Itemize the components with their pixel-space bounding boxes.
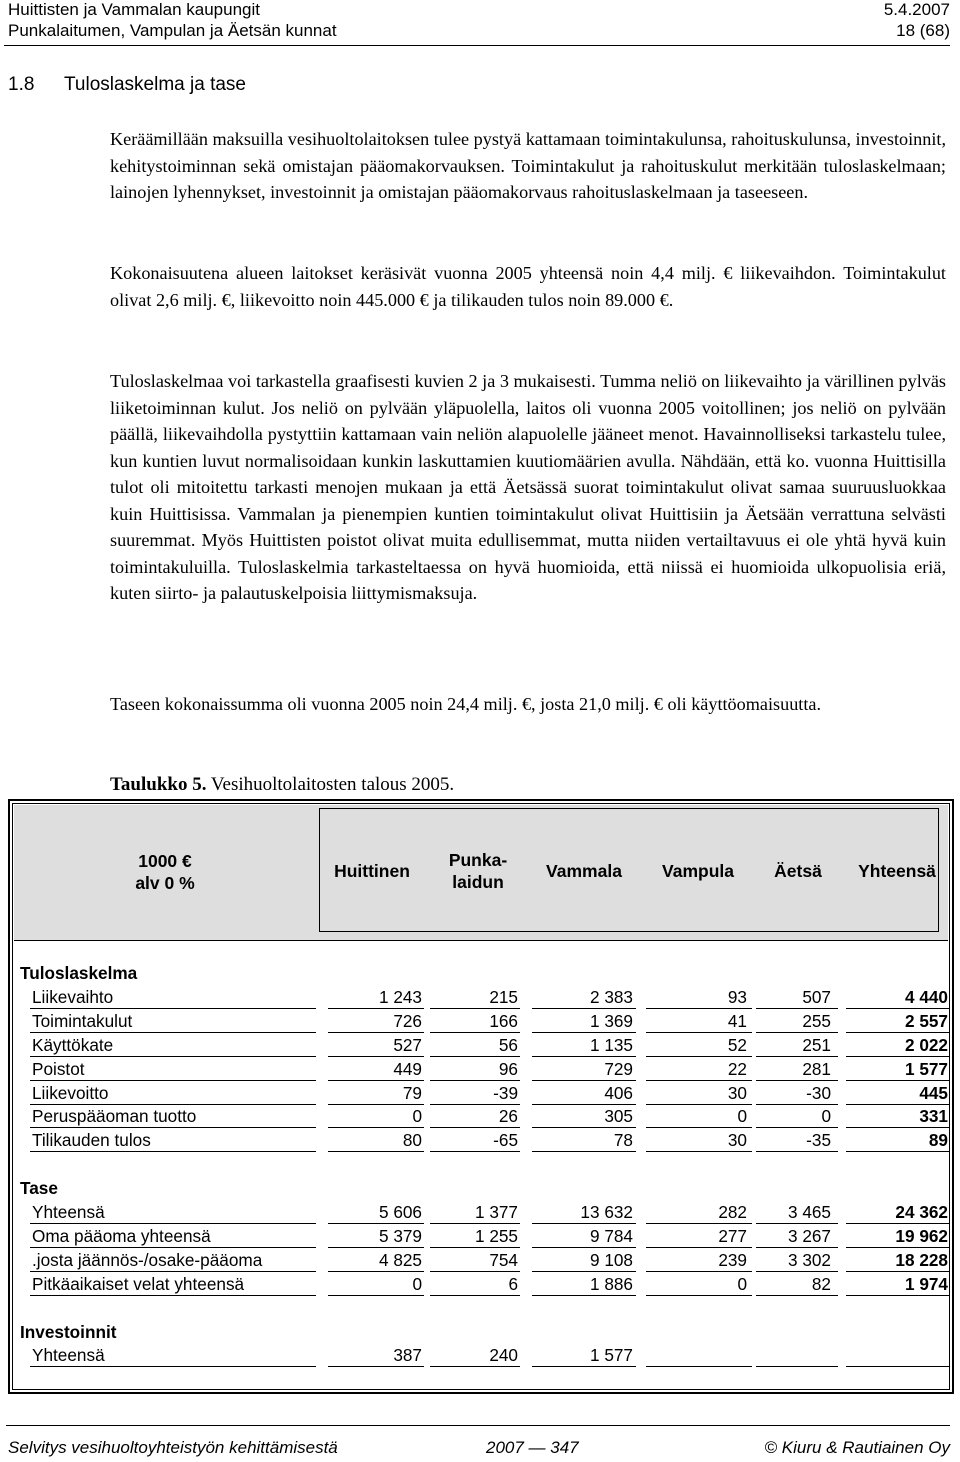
total-cell: 331 [919,1106,948,1127]
value-cell: 507 [802,986,831,1007]
page-header-line2 [8,21,950,41]
value-cell: -35 [806,1130,831,1151]
footer-left [8,1438,338,1458]
table-row [10,985,952,1009]
value-cell: 82 [811,1273,831,1294]
value-cell: 3 267 [787,1225,831,1246]
value-cell: 1 243 [378,986,422,1007]
row-label: Pitkäaikaiset velat yhteensä [32,1273,245,1294]
cell-underline [646,1295,752,1296]
cell-underline [430,1366,520,1367]
section-title: Tuloslaskelma [20,963,138,983]
table-caption-text: Vesihuoltolaitosten talous 2005. [206,774,455,795]
row-label: Toimintakulut [32,1010,133,1031]
value-cell: 41 [727,1010,747,1031]
value-cell: 387 [393,1345,422,1366]
column-header-punkalaidun-line2: laidun [452,872,504,892]
cell-underline [646,1151,752,1152]
value-cell: 305 [604,1106,633,1127]
value-cell: 5 379 [378,1225,422,1246]
cell-underline [846,1151,950,1152]
table-header-divider [14,940,948,941]
value-cell: 277 [718,1225,747,1246]
value-cell: 1 377 [474,1202,518,1222]
column-header-vammala: Vammala [546,861,622,881]
total-cell: 1 577 [904,1058,948,1079]
footer-report-number: 2007 — 347 [486,1438,579,1457]
table-row [10,1009,952,1033]
table-section-row [10,1320,952,1344]
value-cell: 754 [489,1249,518,1270]
total-cell: 19 962 [895,1225,948,1246]
section-title: Tase [20,1178,58,1199]
value-cell: 26 [498,1106,518,1127]
value-cell: 215 [489,986,518,1007]
cell-underline [756,1366,838,1367]
cell-underline [756,1295,838,1296]
table-row [10,1272,952,1296]
value-cell: 527 [393,1034,422,1055]
cell-underline [846,1295,950,1296]
cell-underline [646,1366,752,1367]
page-header-line1 [8,0,950,20]
value-cell: 729 [604,1058,633,1079]
row-label: Käyttökate [32,1034,114,1055]
value-cell: 0 [412,1106,422,1127]
value-cell: 240 [489,1345,518,1366]
table-row [10,1200,952,1224]
table-row [10,1224,952,1248]
value-cell: 1 369 [589,1010,633,1031]
footer-middle [486,1438,579,1458]
table-section-row [10,961,952,985]
value-cell: 406 [604,1082,633,1103]
footer-divider [6,1425,950,1426]
value-cell: 0 [737,1273,747,1294]
value-cell: 6 [508,1273,518,1294]
header-date: 5.4.2007 [883,0,950,19]
cell-underline [532,1151,636,1152]
body-paragraph: Keräämillään maksuilla vesihuoltolaitoksen tulee pystyä kattamaan toimintakulunsa, rahoituskulunsa, investoinnit, kehitystoiminnan sekä omistajan pääomakorvauksen. Toimintakulut ja rahoituskulut merkitään tuloslaskelmaan; lainojen lyhennykset, investoinnit ja omistajan pääomakorvaus rahoituslaskelmaan ja taseeseen. [110,129,946,202]
footer-report-title: Selvitys vesihuoltoyhteistyön kehittämisestä [8,1438,338,1457]
value-cell: 2 383 [589,986,633,1007]
value-cell: 449 [393,1058,422,1079]
row-label: Liikevaihto [32,986,114,1007]
value-cell: 30 [727,1130,747,1151]
cell-underline [430,1295,520,1296]
value-cell: 96 [498,1058,518,1079]
value-cell: 251 [802,1034,831,1055]
value-cell: 1 255 [474,1225,518,1246]
row-label: Poistot [32,1058,85,1079]
row-label: Yhteensä [32,1345,105,1366]
total-cell: 2 557 [904,1010,948,1031]
table-row [10,1343,952,1367]
table-row [10,1081,952,1105]
body-paragraph: Tuloslaskelmaa voi tarkastella graafisesti kuvien 2 ja 3 mukaisesti. Tumma neliö on liikevaihto ja värillinen pylväs liiketoiminnan kulut. Jos neliö on pylvään yläpuolella, laitos oli vuonna 2005 voitollinen; jos neliö on pylvään päällä, liikevaihdolla pystyttiin kattamaan vain neliön alapuolelle jääneet menot. Havainnolliseksi tarkastelu tulee, kun kuntien luvut normalisoidaan kunkin laskuttamien kuutiomäärien avulla. Nähdään, että ko. vuonna Huittisilla tulot oli mitoitettu tarkasti menojen mukaan ja että Äetsässä suorat toimintakulut olivat samaa suuruusluokkaa kuin Huittisissa. Vammalan ja pienempien kuntien toimintakulut olivat Huittisiin ja Äetsään verrattuna selvästi suuremmat. Myös Huittisten poistot olivat muita edullisemmat, mutta niiden vertailtavuus ei ole yhtä hyvä kuin toimintakuluilla. Tuloslaskelmia tarkasteltaessa on hyvä huomioida, että niissä ei huomioida ulkopuolisia eriä, kuten siirto- ja palautuskelpoisia liittymismaksuja. [110,371,946,603]
value-cell: 13 632 [580,1202,633,1222]
value-cell: 80 [402,1130,422,1151]
total-cell: 4 440 [904,986,948,1007]
value-cell: -30 [806,1082,831,1103]
row-underline [30,1151,316,1152]
row-label: Yhteensä [32,1202,105,1222]
value-cell: 282 [718,1202,747,1222]
column-header-unit [110,850,220,894]
total-cell: 89 [928,1130,948,1151]
table-row [10,1128,952,1152]
table-caption-label: Taulukko 5. [110,774,207,795]
row-underline [30,1295,316,1296]
total-cell: 24 362 [895,1202,948,1222]
cell-underline [328,1295,424,1296]
unit-label: 1000 € [138,851,192,871]
section-title: Investoinnit [20,1321,117,1342]
cell-underline [756,1151,838,1152]
column-header-punkalaidun [430,849,526,893]
section-title-text: Tuloslaskelma ja tase [64,74,246,95]
finance-table [8,799,954,1394]
row-label: Peruspääoman tuotto [32,1106,197,1127]
cell-underline [328,1366,424,1367]
table-row [10,1033,952,1057]
footer-right [765,1438,950,1458]
value-cell: 93 [727,986,747,1007]
row-underline [30,1366,316,1367]
table-row [10,1104,952,1128]
table-row [10,1248,952,1272]
row-label: Liikevoitto [32,1082,109,1103]
value-cell: 30 [727,1082,747,1103]
value-cell: 166 [489,1010,518,1031]
value-cell: 3 302 [787,1249,831,1270]
total-cell: 18 228 [895,1249,948,1270]
value-cell: -65 [493,1130,518,1151]
total-cell: 2 022 [904,1034,948,1055]
value-cell: 9 784 [589,1225,633,1246]
value-cell: 255 [802,1010,831,1031]
row-label: Tilikauden tulos [32,1130,151,1151]
column-header-huittinen: Huittinen [334,861,410,881]
value-cell: -39 [493,1082,518,1103]
total-cell: 1 974 [904,1273,948,1294]
header-subtitle: Punkalaitumen, Vampulan ja Äetsän kunnat [8,21,337,40]
column-header-vampula: Vampula [662,861,734,881]
value-cell: 52 [727,1034,747,1055]
vat-label: alv 0 % [135,873,195,893]
cell-underline [532,1366,636,1367]
value-cell: 1 135 [589,1034,633,1055]
table-caption [110,773,454,797]
page-number: 18 (68) [896,21,950,40]
value-cell: 726 [393,1010,422,1031]
cell-underline [430,1151,520,1152]
row-label: .josta jäännös-/osake-pääoma [32,1249,263,1270]
value-cell: 0 [821,1106,831,1127]
value-cell: 239 [718,1249,747,1270]
row-label: Oma pääoma yhteensä [32,1225,211,1246]
value-cell: 3 465 [787,1202,831,1222]
table-row [10,1057,952,1081]
total-cell: 445 [919,1082,948,1103]
body-paragraph: Taseen kokonaissumma oli vuonna 2005 noin 24,4 milj. €, josta 21,0 milj. € oli käyttöomaisuutta. [110,694,822,714]
value-cell: 4 825 [378,1249,422,1270]
body-paragraph: Kokonaisuutena alueen laitokset keräsivät vuonna 2005 yhteensä noin 4,4 milj. € liikevaihdon. Toimintakulut olivat 2,6 milj. €, liikevoitto noin 445.000 € ja tilikauden tulos noin 89.000 €. [110,263,946,310]
column-header-total: Yhteensä [858,861,936,881]
value-cell: 1 886 [589,1273,633,1294]
value-cell: 1 577 [589,1345,633,1366]
column-header-punkalaidun-line1: Punka- [448,850,508,870]
header-title: Huittisten ja Vammalan kaupungit [8,0,260,19]
value-cell: 0 [737,1106,747,1127]
value-cell: 56 [498,1034,518,1055]
value-cell: 9 108 [589,1249,633,1270]
value-cell: 0 [412,1273,422,1294]
section-heading [8,74,246,96]
value-cell: 78 [613,1130,633,1151]
value-cell: 281 [802,1058,831,1079]
header-divider [4,45,950,46]
table-section-row [10,1176,952,1200]
cell-underline [846,1366,950,1367]
cell-underline [532,1295,636,1296]
value-cell: 5 606 [378,1202,422,1222]
column-header-aetsa: Äetsä [774,861,822,881]
cell-underline [328,1151,424,1152]
value-cell: 22 [727,1058,747,1079]
value-cell: 79 [402,1082,422,1103]
section-number: 1.8 [8,74,35,95]
footer-copyright: © Kiuru & Rautiainen Oy [764,1438,950,1457]
